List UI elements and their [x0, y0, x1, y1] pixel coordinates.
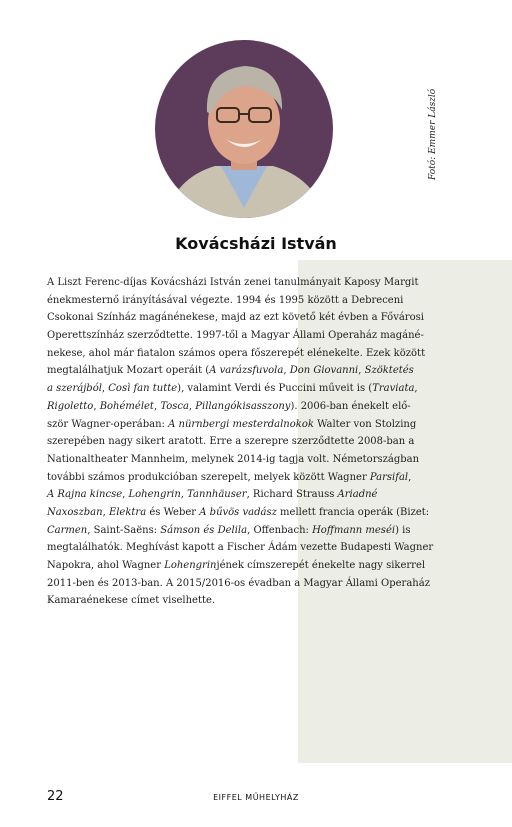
- photo-credit: Fotó: Emmer László: [428, 88, 438, 180]
- work-title: Lohengrin: [128, 489, 181, 501]
- bio-text: ,: [180, 489, 188, 501]
- bio-line: [47, 504, 447, 522]
- work-title: Naxoszban: [47, 506, 103, 518]
- bio-text: Walter von Stolzing: [313, 418, 417, 430]
- bio-text: ,: [188, 400, 196, 412]
- bio-text: , Richard Strauss: [246, 489, 338, 501]
- bio-text: ,: [408, 471, 412, 483]
- bio-line: [47, 380, 447, 398]
- work-title: A Rajna kincse: [47, 489, 123, 501]
- work-title: Così fan tutte: [108, 383, 178, 395]
- bio-text: , Saint-Saëns:: [87, 524, 161, 536]
- work-title: Rigoletto: [47, 400, 94, 412]
- work-title: Traviata: [372, 383, 415, 395]
- bio-text: ször Wagner-operában:: [47, 418, 169, 430]
- bio-line: [47, 345, 447, 363]
- bio-line: [47, 539, 447, 557]
- work-title: Bohémélet: [99, 400, 154, 412]
- bio-text: és Weber: [146, 506, 200, 518]
- bio-text: , Offenbach:: [247, 524, 313, 536]
- portrait-illustration: [155, 40, 333, 218]
- bio-text: mellett francia operák (Bizet:: [276, 506, 430, 518]
- bio-text: ,: [102, 506, 109, 518]
- work-title: Hoffmann meséi: [312, 524, 396, 536]
- bio-text: Nationaltheater Mannheim, melynek 2014-ig tagja volt. Németországban: [47, 453, 420, 465]
- bio-text: ,: [414, 383, 418, 395]
- page-number: 22: [47, 789, 64, 804]
- bio-text: ,: [358, 365, 365, 377]
- bio-text: ) is: [395, 524, 411, 536]
- portrait-photo: [155, 40, 333, 218]
- publisher-name: EIFFEL MŰHELYHÁZ: [213, 793, 299, 802]
- bio-line: [47, 362, 447, 380]
- bio-text: megtalálhatjuk Mozart operáit (: [47, 365, 210, 377]
- bio-text: 2011-ben és 2013-ban. A 2015/2016-os évadban a Magyar Állami Operaház: [47, 577, 430, 589]
- work-title: Elektra: [108, 506, 147, 518]
- work-title: a szerájból: [47, 383, 102, 395]
- work-title: Tosca: [160, 400, 189, 412]
- bio-text: ,: [101, 383, 109, 395]
- work-title: A nürnbergi mesterdalnokok: [168, 418, 314, 430]
- bio-line: [47, 274, 447, 292]
- bio-text: énekmesternő irányításával végezte. 1994 és 1995 között a Debreceni: [47, 294, 404, 306]
- bio-line: [47, 398, 447, 416]
- work-title: Lohengrin: [164, 560, 217, 571]
- work-title: Parsifal: [369, 471, 409, 483]
- bio-text: Csokonai Színház magánénekese, majd az ezt követő két évben a Fővárosi: [47, 312, 424, 324]
- work-title: A varázsfuvola: [209, 365, 284, 377]
- bio-line: [47, 575, 447, 593]
- bio-text: A Liszt Ferenc-díjas Kovácsházi István zenei tanulmányait Kaposy Margit: [47, 277, 419, 288]
- bio-text: jének címszerepét énekelte nagy sikerrel: [216, 560, 426, 571]
- bio-text: ,: [122, 489, 129, 501]
- bio-line: [47, 522, 447, 540]
- bio-text: ), valamint Verdi és Puccini műveit is (: [177, 383, 373, 395]
- bio-text: Operettszínház szerződtette. 1997-től a Magyar Állami Operaház magáné-: [47, 330, 424, 342]
- biography-text: [47, 274, 447, 610]
- bio-text: ,: [153, 400, 161, 412]
- bio-text: ). 2006-ban énekelt elő-: [290, 400, 411, 412]
- bio-text: megtalálhatók. Meghívást kapott a Fischer Ádám vezette Budapesti Wagner: [47, 542, 434, 554]
- bio-line: [47, 327, 447, 345]
- bio-text: Napokra, ahol Wagner: [47, 560, 165, 571]
- bio-line: [47, 416, 447, 434]
- work-title: Tannhäuser: [187, 489, 247, 501]
- bio-text: szerepében nagy sikert aratott. Erre a szerepre szerződtette 2008-ban a: [47, 436, 415, 448]
- bio-line: [47, 433, 447, 451]
- bio-line: [47, 592, 447, 610]
- bio-line: [47, 557, 447, 575]
- bio-text: Kamaraénekese címet viselhette.: [47, 595, 216, 607]
- bio-line: [47, 309, 447, 327]
- bio-text: ,: [283, 365, 290, 377]
- work-title: Szöktetés: [364, 365, 414, 377]
- work-title: Sámson és Delila: [160, 524, 248, 536]
- bio-line: [47, 469, 447, 487]
- work-title: Pillangókisasszony: [195, 400, 291, 412]
- work-title: Carmen: [47, 524, 88, 536]
- work-title: Ariadné: [337, 489, 378, 501]
- bio-line: [47, 451, 447, 469]
- bio-text: nekese, ahol már fiatalon számos opera főszerepét elénekelte. Ezek között: [47, 347, 426, 359]
- work-title: A bűvös vadász: [199, 506, 277, 518]
- work-title: Don Giovanni: [289, 365, 359, 377]
- bio-text: további számos produkcióban szerepelt, melyek között Wagner: [47, 471, 370, 483]
- bio-line: [47, 486, 447, 504]
- bio-text: ,: [93, 400, 100, 412]
- person-name: Kovácsházi István: [175, 234, 337, 253]
- bio-line: [47, 292, 447, 310]
